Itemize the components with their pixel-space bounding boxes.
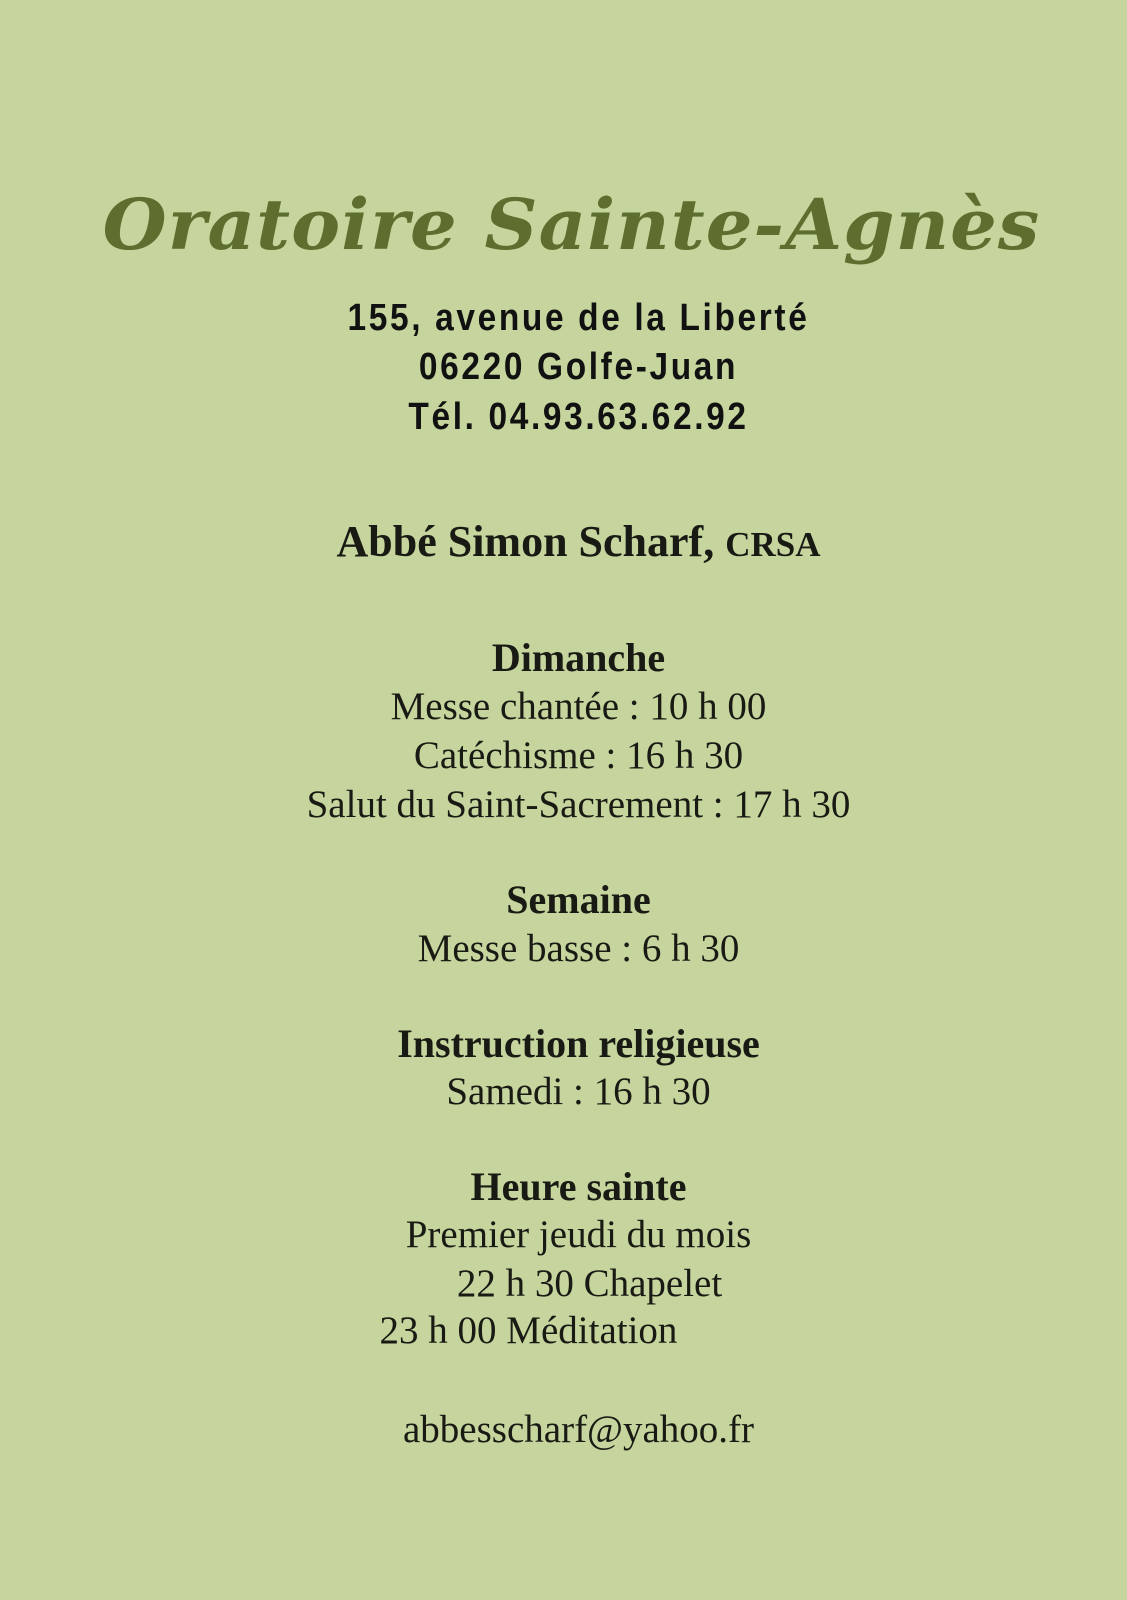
instruction-time-line: Samedi : 16 h 30 bbox=[446, 1070, 711, 1113]
sunday-benediction-line: Salut du Saint-Sacrement : 17 h 30 bbox=[306, 783, 851, 826]
sunday-mass-line: Messe chantée : 10 h 00 bbox=[390, 685, 767, 728]
sunday-catechism-line: Catéchisme : 16 h 30 bbox=[413, 734, 744, 777]
priest-name-line bbox=[15, 516, 1127, 567]
oratory-title: Oratoire Sainte-Agnès bbox=[102, 183, 1041, 266]
holy-hour-day-line: Premier jeudi du mois bbox=[405, 1213, 752, 1256]
contact-email: abbesscharf@yahoo.fr bbox=[402, 1408, 755, 1451]
holy-hour-meditation-line: 23 h 00 Méditation bbox=[379, 1309, 678, 1352]
priest-order-suffix: CRSA bbox=[725, 525, 821, 564]
holy-hour-heading: Heure sainte bbox=[470, 1164, 687, 1209]
week-mass-line: Messe basse : 6 h 30 bbox=[417, 927, 740, 970]
holy-hour-rosary-line: 22 h 30 Chapelet bbox=[456, 1262, 723, 1305]
week-heading: Semaine bbox=[506, 877, 651, 922]
address-city: 06220 Golfe-Juan bbox=[418, 346, 739, 388]
instruction-heading: Instruction religieuse bbox=[397, 1021, 760, 1066]
address-street: 155, avenue de la Liberté bbox=[347, 297, 810, 339]
priest-name: Abbé Simon Scharf, bbox=[336, 517, 715, 566]
sunday-heading: Dimanche bbox=[491, 635, 666, 680]
phone-number: Tél. 04.93.63.62.92 bbox=[408, 396, 749, 438]
